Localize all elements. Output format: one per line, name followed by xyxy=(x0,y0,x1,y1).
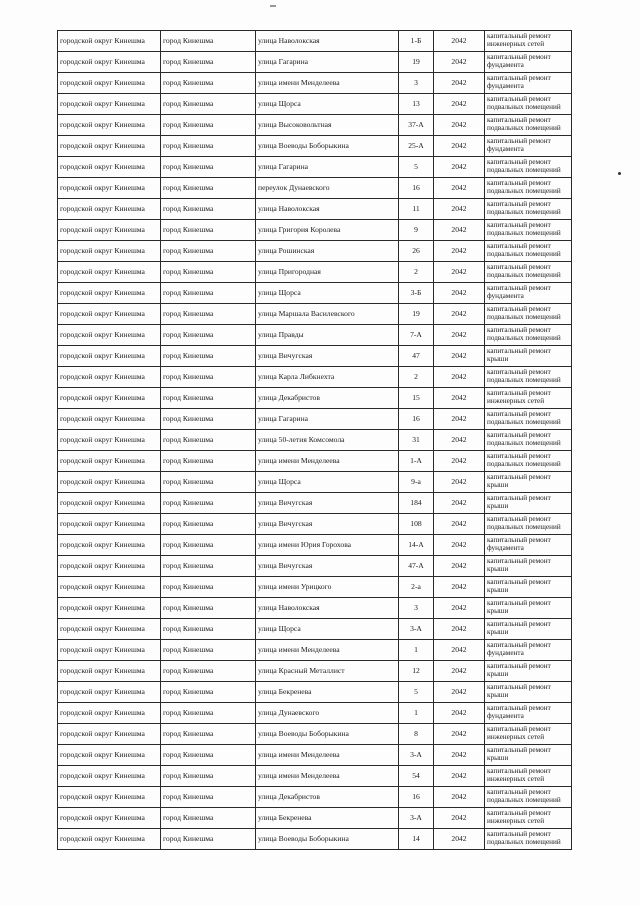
work-type-cell: капитальный ремонт подвальных помещений xyxy=(485,325,572,346)
table-row xyxy=(58,556,572,577)
table-row xyxy=(58,199,572,220)
street-cell: улица Декабристов xyxy=(256,787,399,808)
table-row xyxy=(58,745,572,766)
house-number-cell: 12 xyxy=(399,661,434,682)
table-row xyxy=(58,409,572,430)
district-cell: городской округ Кинешма xyxy=(58,808,161,829)
year-cell: 2042 xyxy=(434,808,485,829)
house-number-cell: 1 xyxy=(399,703,434,724)
year-cell: 2042 xyxy=(434,472,485,493)
house-number-cell: 19 xyxy=(399,304,434,325)
city-cell: город Кинешма xyxy=(161,220,256,241)
year-cell: 2042 xyxy=(434,304,485,325)
street-cell: улица Высоковольтная xyxy=(256,115,399,136)
house-number-cell: 5 xyxy=(399,157,434,178)
table-body xyxy=(58,31,572,850)
table-row xyxy=(58,535,572,556)
work-type-cell: капитальный ремонт подвальных помещений xyxy=(485,304,572,325)
table-row xyxy=(58,829,572,850)
city-cell: город Кинешма xyxy=(161,598,256,619)
table-row xyxy=(58,766,572,787)
table-row xyxy=(58,619,572,640)
work-type-cell: капитальный ремонт крыши xyxy=(485,598,572,619)
district-cell: городской округ Кинешма xyxy=(58,115,161,136)
work-type-cell: капитальный ремонт фундамента xyxy=(485,703,572,724)
city-cell: город Кинешма xyxy=(161,31,256,52)
street-cell: улица Рошинская xyxy=(256,241,399,262)
year-cell: 2042 xyxy=(434,640,485,661)
year-cell: 2042 xyxy=(434,829,485,850)
district-cell: городской округ Кинешма xyxy=(58,619,161,640)
year-cell: 2042 xyxy=(434,745,485,766)
year-cell: 2042 xyxy=(434,787,485,808)
house-number-cell: 5 xyxy=(399,682,434,703)
year-cell: 2042 xyxy=(434,430,485,451)
table-row xyxy=(58,430,572,451)
work-type-cell: капитальный ремонт инженерных сетей xyxy=(485,388,572,409)
work-type-cell: капитальный ремонт подвальных помещений xyxy=(485,451,572,472)
street-cell: улица Вичугская xyxy=(256,514,399,535)
year-cell: 2042 xyxy=(434,577,485,598)
work-type-cell: капитальный ремонт крыши xyxy=(485,661,572,682)
district-cell: городской округ Кинешма xyxy=(58,703,161,724)
year-cell: 2042 xyxy=(434,514,485,535)
street-cell: улица Гагарина xyxy=(256,52,399,73)
year-cell: 2042 xyxy=(434,724,485,745)
house-number-cell: 1-Б xyxy=(399,31,434,52)
year-cell: 2042 xyxy=(434,178,485,199)
work-type-cell: капитальный ремонт крыши xyxy=(485,346,572,367)
table-row xyxy=(58,157,572,178)
year-cell: 2042 xyxy=(434,619,485,640)
work-type-cell: капитальный ремонт фундамента xyxy=(485,136,572,157)
city-cell: город Кинешма xyxy=(161,388,256,409)
table-row xyxy=(58,388,572,409)
year-cell: 2042 xyxy=(434,682,485,703)
district-cell: городской округ Кинешма xyxy=(58,640,161,661)
work-type-cell: капитальный ремонт инженерных сетей xyxy=(485,808,572,829)
work-type-cell: капитальный ремонт инженерных сетей xyxy=(485,31,572,52)
city-cell: город Кинешма xyxy=(161,346,256,367)
city-cell: город Кинешма xyxy=(161,94,256,115)
city-cell: город Кинешма xyxy=(161,766,256,787)
street-cell: улица Вичугская xyxy=(256,346,399,367)
work-type-cell: капитальный ремонт подвальных помещений xyxy=(485,787,572,808)
repair-registry-table xyxy=(57,30,572,850)
district-cell: городской округ Кинешма xyxy=(58,661,161,682)
street-cell: улица Гагарина xyxy=(256,409,399,430)
work-type-cell: капитальный ремонт подвальных помещений xyxy=(485,409,572,430)
district-cell: городской округ Кинешма xyxy=(58,178,161,199)
city-cell: город Кинешма xyxy=(161,577,256,598)
table-row xyxy=(58,787,572,808)
district-cell: городской округ Кинешма xyxy=(58,388,161,409)
house-number-cell: 3 xyxy=(399,73,434,94)
table-row xyxy=(58,346,572,367)
street-cell: улица Красный Металлист xyxy=(256,661,399,682)
street-cell: улица Бекренева xyxy=(256,682,399,703)
year-cell: 2042 xyxy=(434,367,485,388)
work-type-cell: капитальный ремонт подвальных помещений xyxy=(485,115,572,136)
work-type-cell: капитальный ремонт крыши xyxy=(485,577,572,598)
work-type-cell: капитальный ремонт подвальных помещений xyxy=(485,514,572,535)
street-cell: улица 50-летия Комсомола xyxy=(256,430,399,451)
city-cell: город Кинешма xyxy=(161,829,256,850)
street-cell: улица имени Менделеева xyxy=(256,640,399,661)
district-cell: городской округ Кинешма xyxy=(58,73,161,94)
year-cell: 2042 xyxy=(434,766,485,787)
city-cell: город Кинешма xyxy=(161,724,256,745)
year-cell: 2042 xyxy=(434,703,485,724)
house-number-cell: 8 xyxy=(399,724,434,745)
city-cell: город Кинешма xyxy=(161,430,256,451)
year-cell: 2042 xyxy=(434,325,485,346)
city-cell: город Кинешма xyxy=(161,304,256,325)
work-type-cell: капитальный ремонт фундамента xyxy=(485,535,572,556)
street-cell: улица Дунаевского xyxy=(256,703,399,724)
district-cell: городской округ Кинешма xyxy=(58,766,161,787)
year-cell: 2042 xyxy=(434,535,485,556)
street-cell: улица Наволокская xyxy=(256,598,399,619)
city-cell: город Кинешма xyxy=(161,52,256,73)
district-cell: городской округ Кинешма xyxy=(58,283,161,304)
table-row xyxy=(58,94,572,115)
table-row xyxy=(58,52,572,73)
street-cell: улица Маршала Василевского xyxy=(256,304,399,325)
district-cell: городской округ Кинешма xyxy=(58,241,161,262)
year-cell: 2042 xyxy=(434,409,485,430)
work-type-cell: капитальный ремонт крыши xyxy=(485,493,572,514)
work-type-cell: капитальный ремонт подвальных помещений xyxy=(485,157,572,178)
district-cell: городской округ Кинешма xyxy=(58,136,161,157)
street-cell: улица Григория Королева xyxy=(256,220,399,241)
house-number-cell: 16 xyxy=(399,409,434,430)
year-cell: 2042 xyxy=(434,94,485,115)
street-cell: улица Наволокская xyxy=(256,31,399,52)
street-cell: улица имени Урицкого xyxy=(256,577,399,598)
house-number-cell: 7-А xyxy=(399,325,434,346)
district-cell: городской округ Кинешма xyxy=(58,514,161,535)
city-cell: город Кинешма xyxy=(161,640,256,661)
city-cell: город Кинешма xyxy=(161,535,256,556)
table-row xyxy=(58,220,572,241)
house-number-cell: 25-А xyxy=(399,136,434,157)
city-cell: город Кинешма xyxy=(161,451,256,472)
district-cell: городской округ Кинешма xyxy=(58,157,161,178)
year-cell: 2042 xyxy=(434,157,485,178)
district-cell: городской округ Кинешма xyxy=(58,430,161,451)
street-cell: улица Воеводы Боборыкина xyxy=(256,724,399,745)
district-cell: городской округ Кинешма xyxy=(58,829,161,850)
table-row xyxy=(58,283,572,304)
city-cell: город Кинешма xyxy=(161,493,256,514)
house-number-cell: 1 xyxy=(399,640,434,661)
table-row xyxy=(58,304,572,325)
house-number-cell: 37-А xyxy=(399,115,434,136)
street-cell: улица имени Менделеева xyxy=(256,745,399,766)
district-cell: городской округ Кинешма xyxy=(58,346,161,367)
house-number-cell: 54 xyxy=(399,766,434,787)
house-number-cell: 13 xyxy=(399,94,434,115)
year-cell: 2042 xyxy=(434,136,485,157)
work-type-cell: капитальный ремонт подвальных помещений xyxy=(485,94,572,115)
table-row xyxy=(58,262,572,283)
street-cell: улица Воеводы Боборыкина xyxy=(256,136,399,157)
street-cell: улица Бекренева xyxy=(256,808,399,829)
house-number-cell: 47-А xyxy=(399,556,434,577)
table-row xyxy=(58,724,572,745)
year-cell: 2042 xyxy=(434,661,485,682)
district-cell: городской округ Кинешма xyxy=(58,52,161,73)
city-cell: город Кинешма xyxy=(161,472,256,493)
house-number-cell: 3-А xyxy=(399,745,434,766)
district-cell: городской округ Кинешма xyxy=(58,94,161,115)
house-number-cell: 2-а xyxy=(399,577,434,598)
city-cell: город Кинешма xyxy=(161,241,256,262)
district-cell: городской округ Кинешма xyxy=(58,31,161,52)
street-cell: улица Гагарина xyxy=(256,157,399,178)
house-number-cell: 15 xyxy=(399,388,434,409)
year-cell: 2042 xyxy=(434,283,485,304)
district-cell: городской округ Кинешма xyxy=(58,787,161,808)
scan-speck xyxy=(270,5,276,7)
house-number-cell: 31 xyxy=(399,430,434,451)
district-cell: городской округ Кинешма xyxy=(58,325,161,346)
city-cell: город Кинешма xyxy=(161,745,256,766)
year-cell: 2042 xyxy=(434,346,485,367)
year-cell: 2042 xyxy=(434,262,485,283)
city-cell: город Кинешма xyxy=(161,367,256,388)
house-number-cell: 14-А xyxy=(399,535,434,556)
street-cell: улица Пригородная xyxy=(256,262,399,283)
city-cell: город Кинешма xyxy=(161,136,256,157)
house-number-cell: 3-Б xyxy=(399,283,434,304)
year-cell: 2042 xyxy=(434,388,485,409)
district-cell: городской округ Кинешма xyxy=(58,598,161,619)
house-number-cell: 16 xyxy=(399,178,434,199)
table-row xyxy=(58,598,572,619)
district-cell: городской округ Кинешма xyxy=(58,220,161,241)
house-number-cell: 26 xyxy=(399,241,434,262)
work-type-cell: капитальный ремонт крыши xyxy=(485,472,572,493)
city-cell: город Кинешма xyxy=(161,619,256,640)
city-cell: город Кинешма xyxy=(161,115,256,136)
street-cell: улица Карла Либкнехта xyxy=(256,367,399,388)
house-number-cell: 19 xyxy=(399,52,434,73)
city-cell: город Кинешма xyxy=(161,409,256,430)
work-type-cell: капитальный ремонт подвальных помещений xyxy=(485,430,572,451)
table-row xyxy=(58,178,572,199)
work-type-cell: капитальный ремонт фундамента xyxy=(485,283,572,304)
table-row xyxy=(58,451,572,472)
district-cell: городской округ Кинешма xyxy=(58,199,161,220)
house-number-cell: 11 xyxy=(399,199,434,220)
work-type-cell: капитальный ремонт подвальных помещений xyxy=(485,829,572,850)
work-type-cell: капитальный ремонт подвальных помещений xyxy=(485,199,572,220)
table-row xyxy=(58,73,572,94)
house-number-cell: 1-А xyxy=(399,451,434,472)
street-cell: улица Наволокская xyxy=(256,199,399,220)
work-type-cell: капитальный ремонт подвальных помещений xyxy=(485,220,572,241)
table-row xyxy=(58,31,572,52)
city-cell: город Кинешма xyxy=(161,787,256,808)
city-cell: город Кинешма xyxy=(161,199,256,220)
city-cell: город Кинешма xyxy=(161,661,256,682)
street-cell: улица Щорса xyxy=(256,283,399,304)
house-number-cell: 9-а xyxy=(399,472,434,493)
year-cell: 2042 xyxy=(434,241,485,262)
work-type-cell: капитальный ремонт крыши xyxy=(485,556,572,577)
district-cell: городской округ Кинешма xyxy=(58,745,161,766)
table-row xyxy=(58,136,572,157)
city-cell: город Кинешма xyxy=(161,556,256,577)
street-cell: улица Правды xyxy=(256,325,399,346)
city-cell: город Кинешма xyxy=(161,262,256,283)
street-cell: улица Щорса xyxy=(256,472,399,493)
city-cell: город Кинешма xyxy=(161,283,256,304)
table-row xyxy=(58,640,572,661)
district-cell: городской округ Кинешма xyxy=(58,556,161,577)
table-row xyxy=(58,808,572,829)
work-type-cell: капитальный ремонт фундамента xyxy=(485,52,572,73)
street-cell: улица имени Менделеева xyxy=(256,766,399,787)
house-number-cell: 2 xyxy=(399,262,434,283)
street-cell: улица имени Менделеева xyxy=(256,451,399,472)
table-row xyxy=(58,703,572,724)
district-cell: городской округ Кинешма xyxy=(58,577,161,598)
city-cell: город Кинешма xyxy=(161,73,256,94)
district-cell: городской округ Кинешма xyxy=(58,535,161,556)
work-type-cell: капитальный ремонт инженерных сетей xyxy=(485,766,572,787)
house-number-cell: 16 xyxy=(399,787,434,808)
work-type-cell: капитальный ремонт инженерных сетей xyxy=(485,724,572,745)
street-cell: улица имени Юрия Горохова xyxy=(256,535,399,556)
house-number-cell: 3 xyxy=(399,598,434,619)
work-type-cell: капитальный ремонт подвальных помещений xyxy=(485,367,572,388)
district-cell: городской округ Кинешма xyxy=(58,682,161,703)
district-cell: городской округ Кинешма xyxy=(58,472,161,493)
street-cell: улица Щорса xyxy=(256,619,399,640)
city-cell: город Кинешма xyxy=(161,514,256,535)
table-row xyxy=(58,472,572,493)
city-cell: город Кинешма xyxy=(161,325,256,346)
year-cell: 2042 xyxy=(434,73,485,94)
district-cell: городской округ Кинешма xyxy=(58,493,161,514)
street-cell: улица имени Менделеева xyxy=(256,73,399,94)
work-type-cell: капитальный ремонт фундамента xyxy=(485,73,572,94)
city-cell: город Кинешма xyxy=(161,808,256,829)
year-cell: 2042 xyxy=(434,220,485,241)
house-number-cell: 9 xyxy=(399,220,434,241)
table-row xyxy=(58,682,572,703)
house-number-cell: 47 xyxy=(399,346,434,367)
district-cell: городской округ Кинешма xyxy=(58,304,161,325)
city-cell: город Кинешма xyxy=(161,703,256,724)
table-row xyxy=(58,493,572,514)
district-cell: городской округ Кинешма xyxy=(58,409,161,430)
work-type-cell: капитальный ремонт фундамента xyxy=(485,640,572,661)
year-cell: 2042 xyxy=(434,52,485,73)
table-row xyxy=(58,367,572,388)
house-number-cell: 3-А xyxy=(399,808,434,829)
work-type-cell: капитальный ремонт крыши xyxy=(485,619,572,640)
scan-dot xyxy=(618,172,621,175)
table-row xyxy=(58,661,572,682)
table-row xyxy=(58,241,572,262)
house-number-cell: 3-А xyxy=(399,619,434,640)
work-type-cell: капитальный ремонт крыши xyxy=(485,745,572,766)
year-cell: 2042 xyxy=(434,493,485,514)
house-number-cell: 14 xyxy=(399,829,434,850)
street-cell: улица Вичугская xyxy=(256,493,399,514)
street-cell: улица Декабристов xyxy=(256,388,399,409)
work-type-cell: капитальный ремонт подвальных помещений xyxy=(485,241,572,262)
street-cell: улица Воеводы Боборыкина xyxy=(256,829,399,850)
year-cell: 2042 xyxy=(434,199,485,220)
work-type-cell: капитальный ремонт подвальных помещений xyxy=(485,178,572,199)
work-type-cell: капитальный ремонт подвальных помещений xyxy=(485,262,572,283)
district-cell: городской округ Кинешма xyxy=(58,451,161,472)
year-cell: 2042 xyxy=(434,31,485,52)
house-number-cell: 2 xyxy=(399,367,434,388)
district-cell: городской округ Кинешма xyxy=(58,724,161,745)
year-cell: 2042 xyxy=(434,598,485,619)
table-row xyxy=(58,514,572,535)
city-cell: город Кинешма xyxy=(161,682,256,703)
district-cell: городской округ Кинешма xyxy=(58,262,161,283)
street-cell: улица Щорса xyxy=(256,94,399,115)
year-cell: 2042 xyxy=(434,115,485,136)
house-number-cell: 108 xyxy=(399,514,434,535)
work-type-cell: капитальный ремонт крыши xyxy=(485,682,572,703)
year-cell: 2042 xyxy=(434,451,485,472)
street-cell: переулок Дунаевского xyxy=(256,178,399,199)
house-number-cell: 184 xyxy=(399,493,434,514)
table-row xyxy=(58,325,572,346)
city-cell: город Кинешма xyxy=(161,157,256,178)
table-row xyxy=(58,577,572,598)
year-cell: 2042 xyxy=(434,556,485,577)
street-cell: улица Вичугская xyxy=(256,556,399,577)
district-cell: городской округ Кинешма xyxy=(58,367,161,388)
table-row xyxy=(58,115,572,136)
city-cell: город Кинешма xyxy=(161,178,256,199)
